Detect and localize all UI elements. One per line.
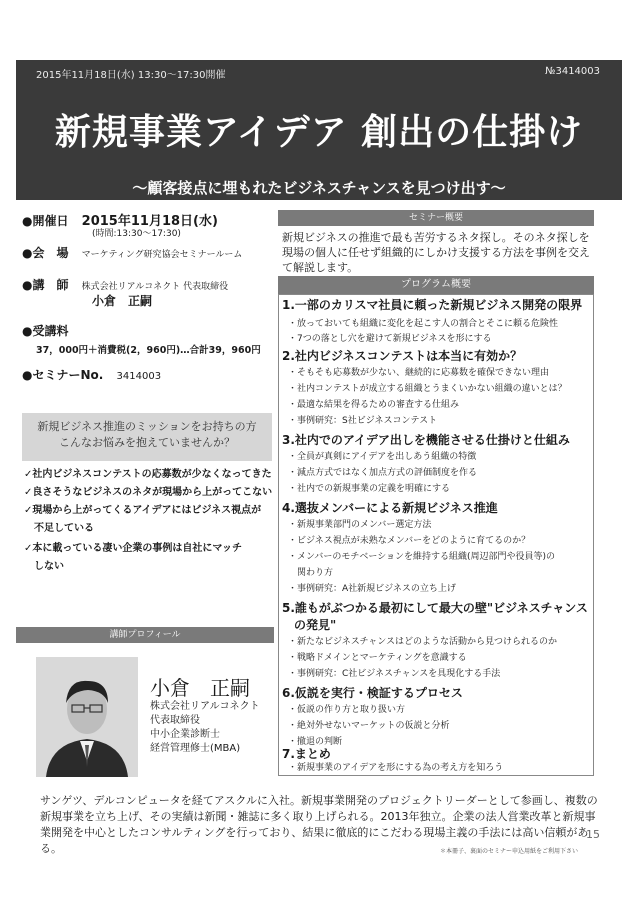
program-item: ・減点方式ではなく加点方式の評価制度を作る: [288, 468, 478, 478]
program-item: ・ビジネス視点が未熟なメンバーをどのように育てるのか？: [288, 536, 531, 546]
program-section-title: 4.選抜メンバーによる新規ビジネス推進: [282, 501, 498, 515]
program-item: ・7つの落とし穴を避けて新規ビジネスを形にする: [288, 334, 492, 344]
seminar-overview-bar: セミナー概要: [278, 210, 594, 226]
program-item: ・最適な結果を得るための審査する仕組み: [288, 400, 460, 410]
program-item: 関わり方: [288, 568, 334, 578]
portrait-image: [36, 657, 138, 777]
seminar-no-label: ●セミナーNo.: [22, 368, 104, 382]
program-item: ・仮説の作り方と取り扱い方: [288, 705, 406, 715]
program-item: ・そもそも応募数が少ない、継続的に応募数を確保できない理由: [288, 368, 550, 378]
program-item: ・メンバーのモチベーションを維持する組織(周辺部門や役員等)の: [288, 552, 556, 562]
list-item: ✓本に載っている凄い企業の事例は自社にマッチ: [24, 543, 242, 554]
instructor-titles: 株式会社リアルコネクト 代表取締役 中小企業診断士 経営管理修士(MBA): [150, 701, 260, 754]
program-item: ・事例研究：A社新規ビジネスの立ち上げ: [288, 584, 456, 594]
venue-label: ●会 場: [22, 246, 69, 260]
date-label: ●開催日: [22, 214, 69, 228]
instructor-name: 小倉 正嗣: [150, 676, 250, 700]
program-item: ・新たなビジネスチャンスはどのような活動から見つけられるのか: [288, 637, 558, 647]
program-item: ・社内での新規事業の定義を明確にする: [288, 484, 451, 494]
list-item: ✓良さそうなビジネスのネタが現場から上がってこない: [24, 487, 273, 498]
time-value: (時間:13:30～17:30): [92, 229, 181, 239]
header-band: [16, 60, 622, 200]
lecturer-label: ●講 師: [22, 278, 69, 292]
venue-row: [22, 244, 242, 261]
page-number: 15: [586, 828, 600, 841]
program-outline-bar: プログラム概要: [278, 276, 594, 294]
program-item: ・撤退の判断: [288, 737, 343, 747]
program-item: ・事例研究：C社ビジネスチャンスを具現化する手法: [288, 669, 501, 679]
page-title: 新規事業アイデア 創出の仕掛け: [54, 112, 584, 153]
fee-label: ●受講料: [22, 324, 69, 338]
lecturer-row: [22, 276, 228, 293]
list-item: 不足している: [24, 523, 94, 534]
program-section-title: 5.誰もがぶつかる最初にして最大の壁"ビジネスチャンス: [282, 601, 588, 615]
program-section-title-cont: の発見": [282, 618, 337, 632]
program-section-title: 7.まとめ: [282, 747, 331, 761]
fee-value: 37，000円＋消費税(2，960円)…合計39，960円: [36, 345, 261, 356]
mission-heading: 新規ビジネス推進のミッションをお持ちの方 こんなお悩みを抱えていませんか？: [22, 413, 272, 461]
seminar-no-row: [22, 366, 161, 383]
seminar-no-value: 3414003: [116, 371, 162, 382]
event-date-line: 2015年11月18日(水) 13:30～17:30開催: [36, 70, 226, 81]
program-section-title: 1.一部のカリスマ社員に頼った新規ビジネス開発の限界: [282, 298, 583, 312]
program-item: ・事例研究：S社ビジネスコンテスト: [288, 416, 438, 426]
lecturer-company: 株式会社リアルコネクト 代表取締役: [81, 282, 229, 292]
program-item: ・放っておいても組織に変化を起こす人の割合とそこに頼る危険性: [288, 319, 559, 329]
program-item: ・新規事業部門のメンバー選定方法: [288, 520, 432, 530]
seminar-number: №3414003: [545, 66, 600, 77]
program-section-title: 6.仮説を実行・検証するプロセス: [282, 686, 463, 700]
footnote: ＊本冊子、裏面のセミナー申込用紙をご利用下さい: [440, 848, 579, 855]
list-item: しない: [24, 561, 64, 572]
list-item: ✓社内ビジネスコンテストの応募数が少なくなってきた: [24, 469, 272, 480]
program-section-title: 2.社内ビジネスコンテストは本当に有効か？: [282, 349, 523, 363]
instructor-bio: サンゲツ、デルコンピュータを経てアスクルに入社。新規事業開発のプロジェクトリーダーとして参画し、複数の新規事業を立ち上げ、その実績は新聞・雑誌に多く取り上げられる。2013年独立。企業の法人営業改革と新規事業開発を中心としたコンサルティングを行っており、結果に徹底的にこだわる現場主義の手法には高い信頼がある。: [40, 794, 598, 855]
seminar-overview-text: 新規ビジネスの推進で最も苦労するネタ探し。そのネタ探しを現場の個人に任せず組織的にしかけ支援する方法を事例を交えて解説します。: [282, 231, 590, 274]
program-item: ・戦略ドメインとマーケティングを意識する: [288, 653, 467, 663]
instructor-profile-bar: 講師プロフィール: [16, 627, 274, 643]
program-section-title: 3.社内でのアイデア出しを機能させる仕掛けと仕組み: [282, 433, 570, 447]
program-item: ・新規事業のアイデアを形にする為の考え方を知ろう: [288, 763, 504, 773]
venue-value: マーケティング研究協会セミナールーム: [81, 250, 243, 260]
program-item: ・社内コンテストが成立する組織とうまくいかない組織の違いとは？: [288, 384, 567, 394]
program-item: ・絶対外せないマーケットの仮説と分析: [288, 721, 450, 731]
list-item: ✓現場から上がってくるアイデアにはビジネス視点が: [24, 505, 262, 516]
page-subtitle: ～顧客接点に埋もれたビジネスチャンスを見つけ出す～: [132, 179, 506, 197]
date-value: 2015年11月18日(水): [81, 214, 218, 229]
lecturer-name: 小倉 正嗣: [92, 294, 153, 308]
program-item: ・全員が真剣にアイデアを出しあう組織の特徴: [288, 452, 477, 462]
instructor-photo: [36, 657, 138, 777]
